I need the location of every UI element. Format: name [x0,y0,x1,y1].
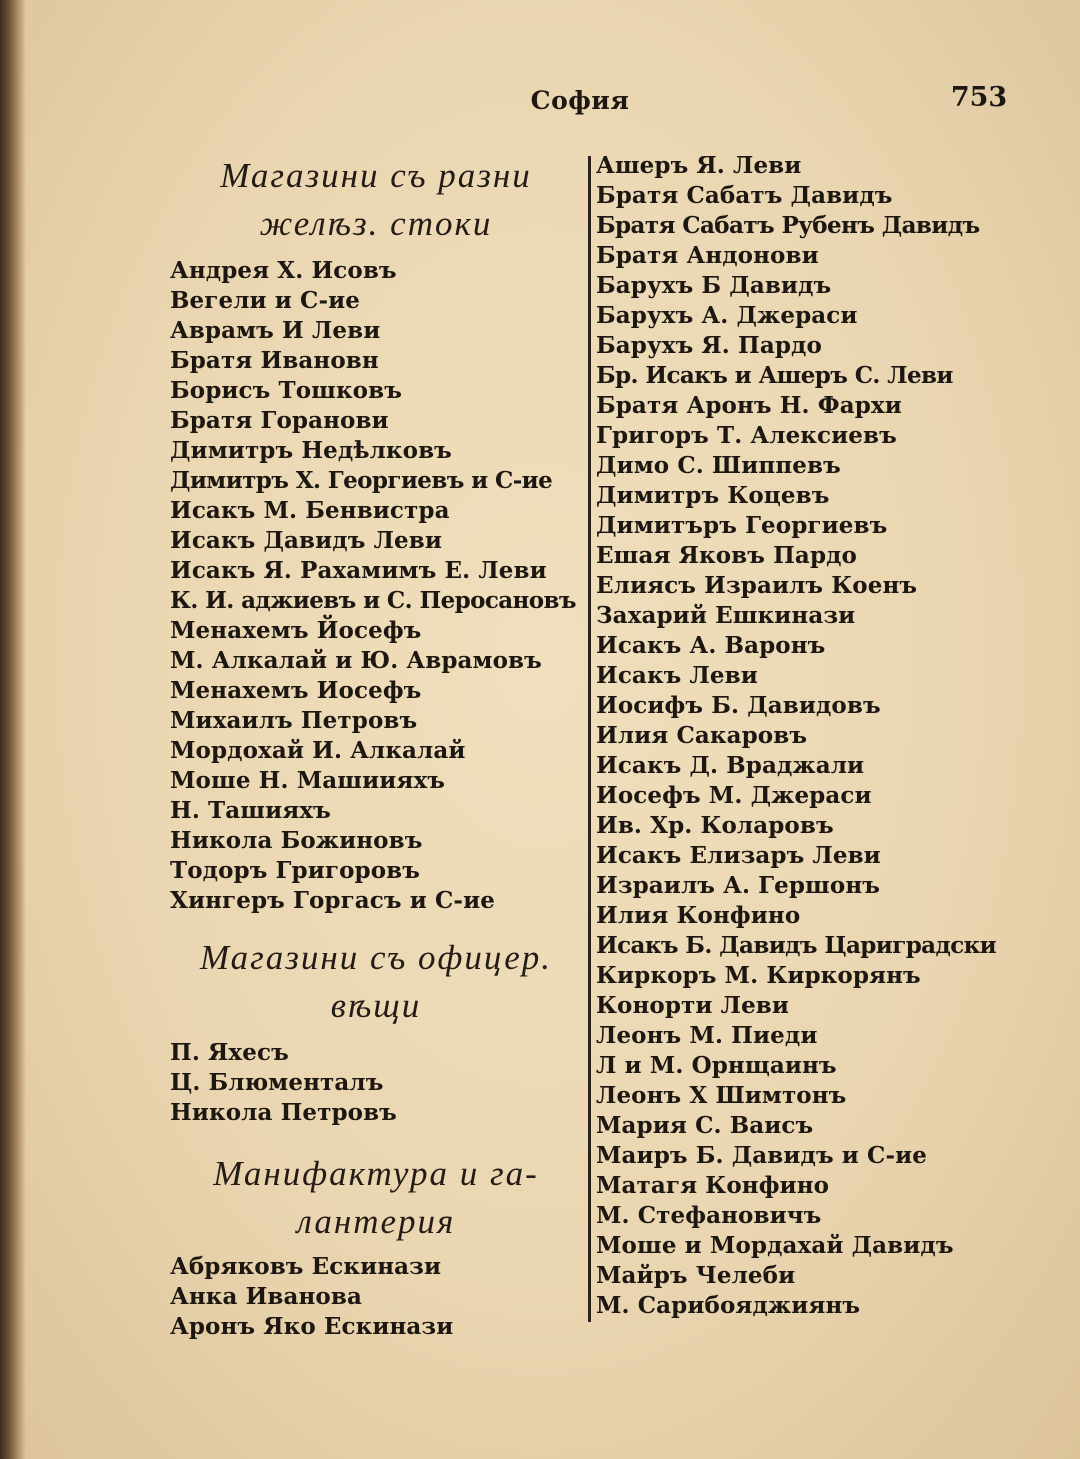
list-item: Исакъ Леви [596,662,758,689]
list-item: К. И. аджиевъ и С. Перосановъ [170,587,576,614]
right-column [596,151,1026,1321]
list-item: Исакъ Д. Враджали [596,752,865,779]
list-item: Барухъ Б Давидъ [596,272,832,299]
list-item: Н. Ташияхъ [170,797,331,824]
section-heading-line: вѣщи [330,986,422,1025]
book-spine-shadow [0,0,26,1459]
left-column [170,152,582,1342]
list-item: М. Сарибояджиянъ [596,1292,861,1319]
list-item: Братя Андонови [596,242,819,269]
list-item: Аронъ Яко Ескинази [170,1313,454,1340]
list-item: Абряковъ Ескинази [170,1253,442,1280]
list-item: Вегели и С-ие [170,287,360,314]
list-item: Братя Горанови [170,407,389,434]
list-item: Ц. Блюменталъ [170,1069,384,1096]
list-item: Исакъ Я. Рахамимъ Е. Леви [170,557,547,584]
list-item: Ив. Хр. Коларовъ [596,812,834,839]
list-item: Майръ Челеби [596,1262,796,1289]
list-item: Мария С. Ваисъ [596,1112,814,1139]
list-item: Анка Иванова [170,1283,362,1310]
list-item: Елиясъ Израилъ Коенъ [596,572,918,599]
list-item: Илия Сакаровъ [596,722,808,749]
list-item: Андрея Х. Исовъ [170,257,397,284]
list-item: Ашеръ Я. Леви [596,152,802,179]
list-item: П. Яхесъ [170,1039,289,1066]
list-item: Никола Петровъ [170,1099,397,1126]
page-number: 753 [950,82,1008,113]
list-item: Димо С. Шиппевъ [596,452,841,479]
list-item: Исакъ А. Варонъ [596,632,826,659]
list-item: Киркоръ М. Киркорянъ [596,962,921,989]
section-heading-manufactory [170,1150,582,1246]
list-item: Димитръ Недѣлковъ [170,437,452,464]
list-item: Димитръ Коцевъ [596,482,830,509]
section-heading-line: желѣз. стоки [259,204,493,243]
section-heading-line: Магазини съ разни [220,156,532,195]
section-heading-line: Манифактура и га- [213,1154,539,1193]
list-item: Леонъ М. Пиеди [596,1022,818,1049]
column-divider [588,156,591,1322]
section-heading-line: Магазини съ офицер. [199,938,553,977]
list-item: Барухъ Я. Пардо [596,332,822,359]
entry-list-hardware [170,256,582,916]
list-item: Братя Ивановн [170,347,379,374]
list-item: Димитръ Х. Георгиевъ и С-ие [170,467,553,494]
list-item: Михаилъ Петровъ [170,707,418,734]
list-item: Борисъ Тошковъ [170,377,402,404]
entry-list-officer-goods [170,1038,582,1128]
list-item: Братя Сабатъ Рубенъ Давидъ [596,212,980,239]
list-item: М. Стефановичъ [596,1202,822,1229]
running-title: София [530,86,630,115]
list-item: Матагя Конфино [596,1172,830,1199]
list-item: Тодоръ Григоровъ [170,857,420,884]
list-item: Братя Сабатъ Давидъ [596,182,893,209]
list-item: Моше Н. Машиияхъ [170,767,446,794]
list-item: Мордохай И. Алкалай [170,737,466,764]
list-item: Хингеръ Горгасъ и С-ие [170,887,495,914]
list-item: Л и М. Орнщаинъ [596,1052,837,1079]
list-item: Леонъ Х Шимтонъ [596,1082,847,1109]
list-item: Исакъ Елизаръ Леви [596,842,881,869]
entry-list-manufactory [170,1252,582,1342]
list-item: Менахемъ Йосефъ [170,617,422,644]
list-item: Исакъ М. Бенвистра [170,497,450,524]
list-item: Исакъ Давидъ Леви [170,527,442,554]
list-item: Иосефъ М. Джераси [596,782,872,809]
list-item: М. Алкалай и Ю. Аврамовъ [170,647,542,674]
list-item: Иосифъ Б. Давидовъ [596,692,881,719]
list-item: Бр. Исакъ и Ашеръ С. Леви [596,362,953,389]
list-item: Маиръ Б. Давидъ и С-ие [596,1142,928,1169]
list-item: Димитъръ Георгиевъ [596,512,888,539]
list-item: Братя Аронъ Н. Фархи [596,392,902,419]
section-heading-hardware [170,152,582,248]
list-item: Аврамъ И Леви [170,317,381,344]
list-item: Моше и Мордахай Давидъ [596,1232,954,1259]
list-item: Конорти Леви [596,992,790,1019]
list-item: Менахемъ Иосефъ [170,677,422,704]
list-item: Барухъ А. Джераси [596,302,858,329]
list-item: Исакъ Б. Давидъ Цариградски [596,932,997,959]
list-item: Ешая Яковъ Пардо [596,542,857,569]
list-item: Захарий Ешкинази [596,602,856,629]
list-item: Илия Конфино [596,902,801,929]
list-item: Израилъ А. Гершонъ [596,872,880,899]
section-heading-officer-goods [170,934,582,1030]
list-item: Никола Божиновъ [170,827,423,854]
section-heading-line: лантерия [296,1202,456,1241]
list-item: Григоръ Т. Алексиевъ [596,422,897,449]
